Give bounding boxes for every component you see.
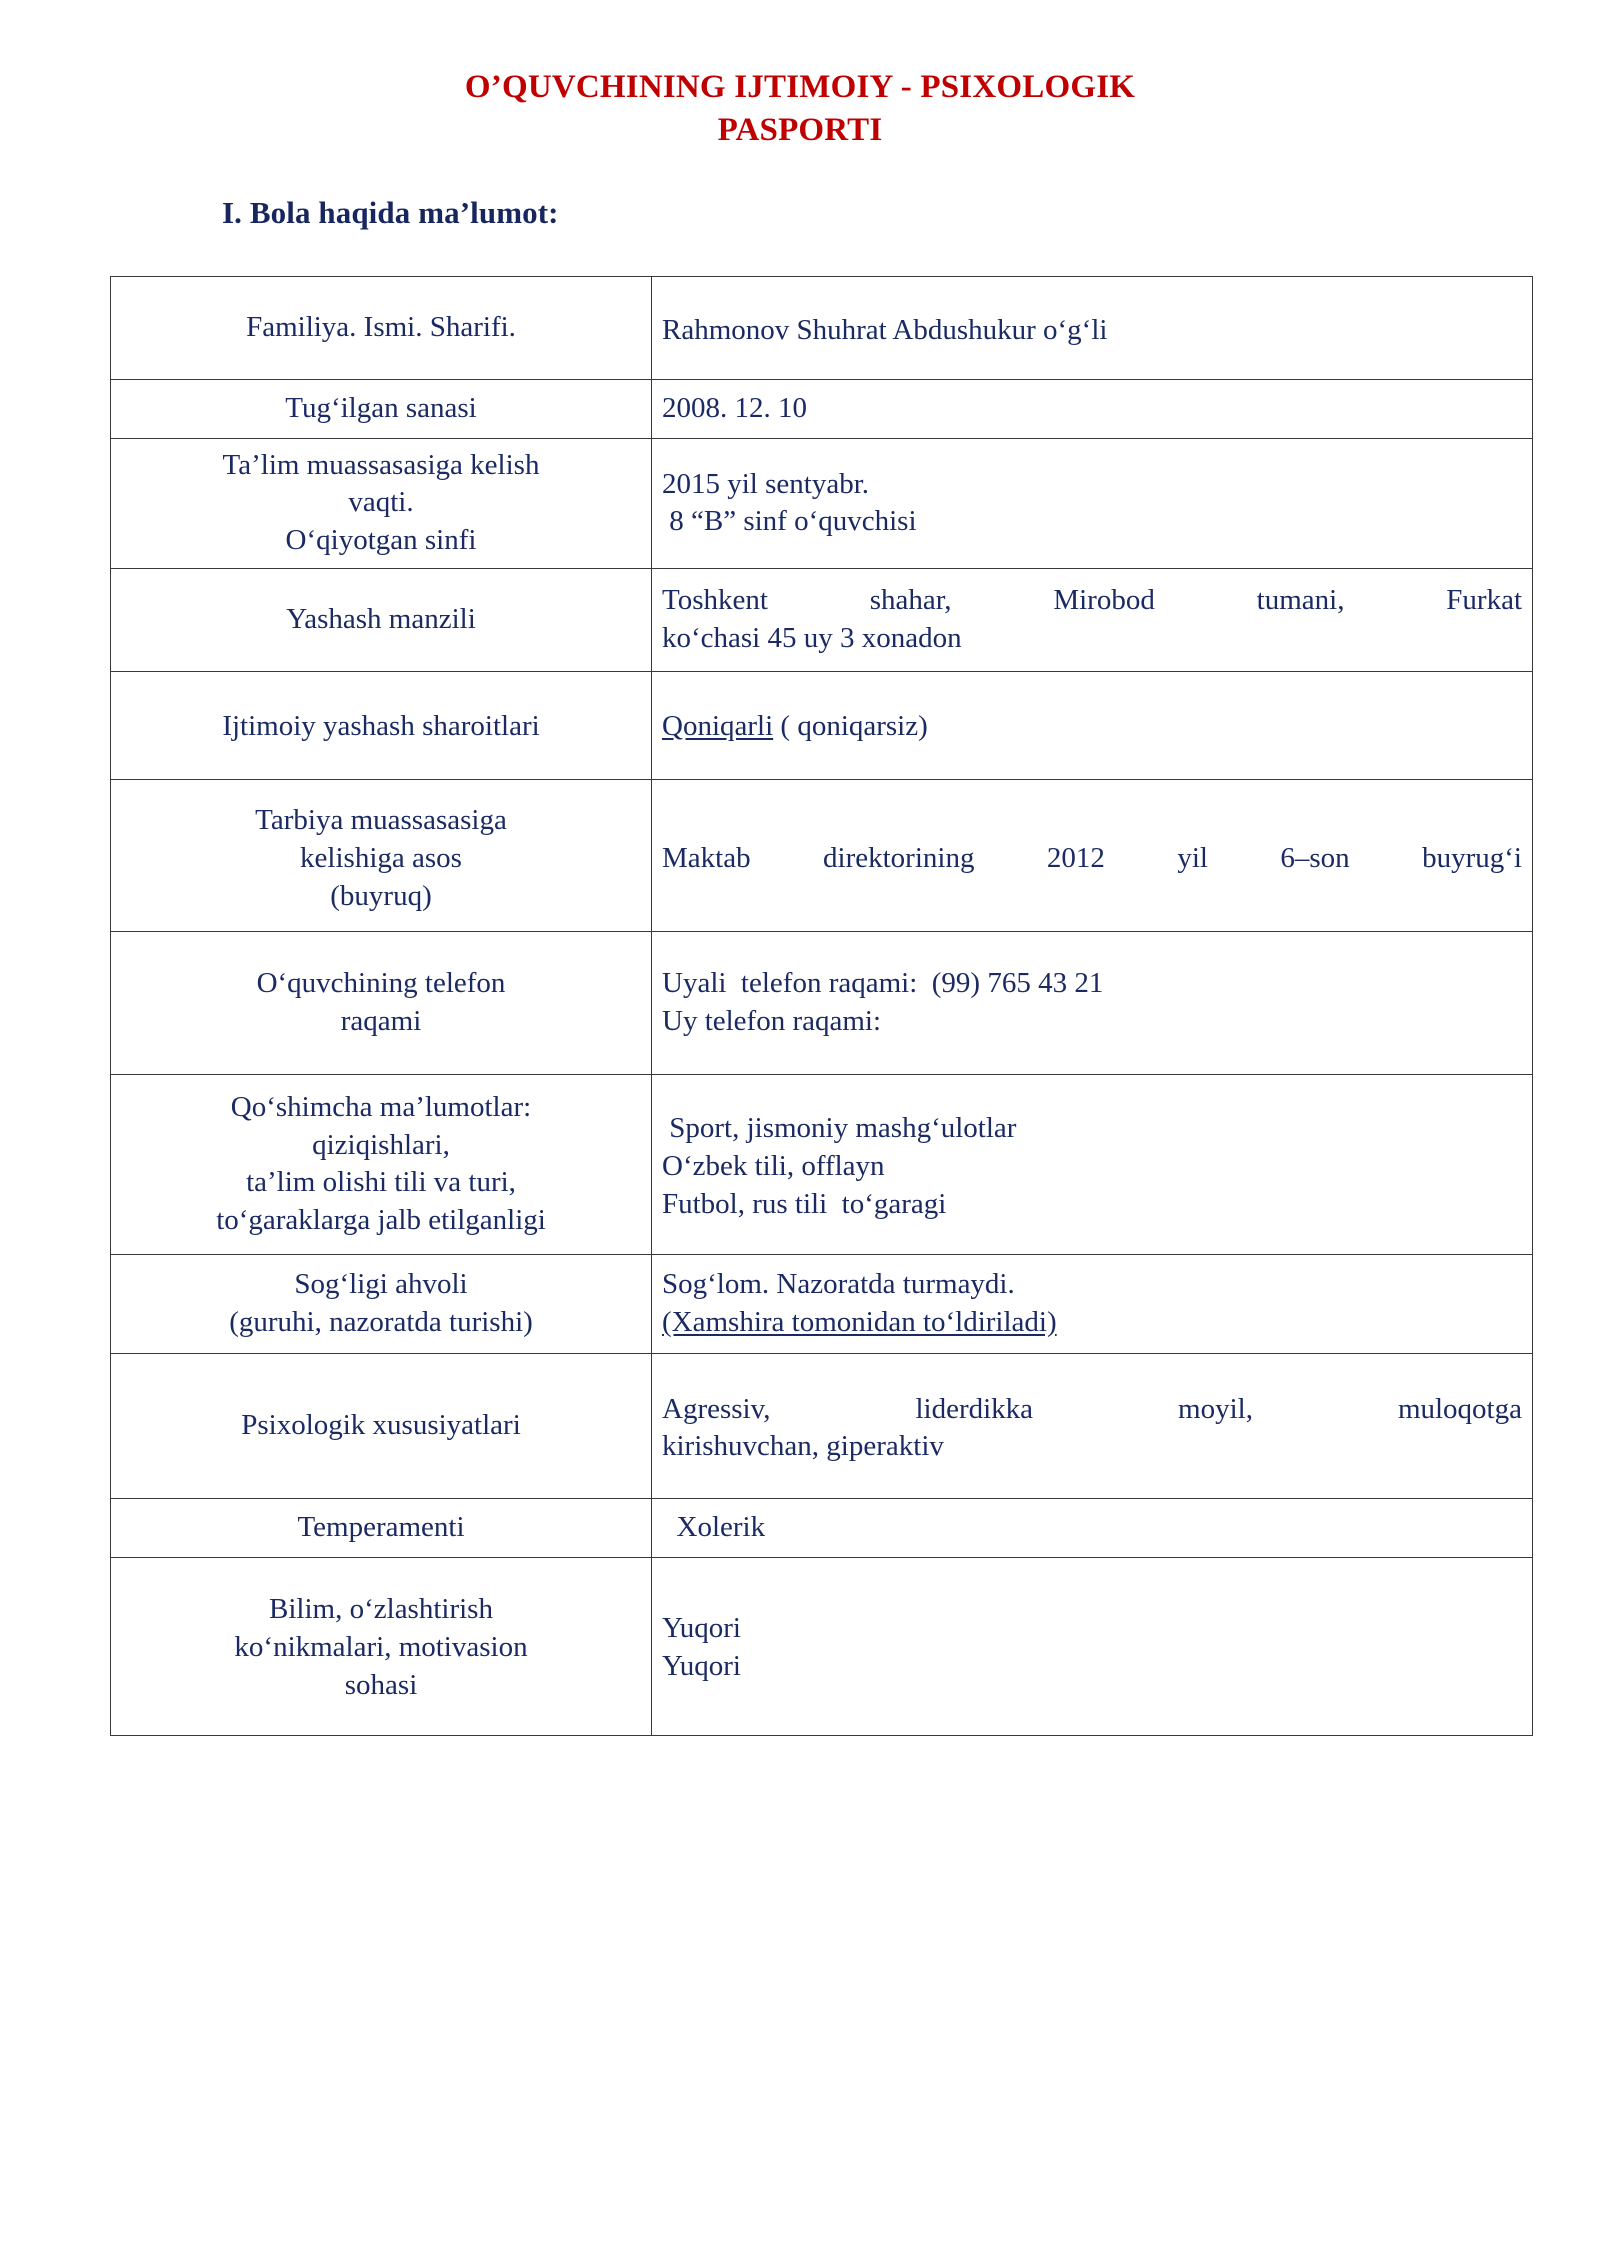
psychological-line-1: Agressiv, liderdikka moyil, muloqotga [662,1392,1522,1425]
enrollment-value-line-1: 2015 yil sentyabr. [662,467,870,500]
row-label-additional-info [111,1074,652,1254]
phone-label-line-2: raqami [340,1004,422,1037]
address-line-1: Toshkent shahar, Mirobod tumani, Furkat [662,584,1522,617]
row-label-living-conditions: Ijtimoiy yashash sharoitlari [111,671,652,779]
row-value-address [652,568,1533,671]
knowledge-label-line-3: sohasi [344,1668,418,1701]
row-value-enrollment [652,438,1533,568]
health-label-line-1: Sog‘ligi ahvoli [294,1268,468,1301]
row-value-living-conditions [652,671,1533,779]
passport-table-wrapper [0,231,1600,1736]
phone-label-line-1: O‘quvchining telefon [256,967,506,1000]
row-label-psychological: Psixologik xususiyatlari [111,1353,652,1498]
table-row [111,671,1533,779]
row-label-phone [111,931,652,1074]
row-value-birth-date [652,379,1533,438]
row-label-decree [111,779,652,931]
row-label-temperament: Temperamenti [111,1498,652,1557]
table-row [111,1498,1533,1557]
decree-label-line-1: Tarbiya muassasasiga [255,804,507,837]
title-line-2: PASPORTI [717,111,883,148]
additional-label-line-4: to‘garaklarga jalb etilganligi [216,1203,546,1236]
row-label-knowledge [111,1557,652,1735]
enrollment-label-line-3: O‘qiyotgan sinfi [285,524,477,557]
row-value-knowledge [652,1557,1533,1735]
table-row [111,568,1533,671]
knowledge-label-line-1: Bilim, o‘zlashtirish [269,1593,493,1626]
interests-value: Sport, jismoniy mashg‘ulotlar [662,1112,1017,1145]
full-name-value: Rahmonov Shuhrat Abdushukur o‘g‘li [662,314,1108,347]
table-row [111,1557,1533,1735]
health-label-line-2: (guruhi, nazoratda turishi) [229,1305,533,1338]
row-label-health [111,1254,652,1353]
page-title [0,0,1600,152]
row-value-decree [652,779,1533,931]
knowledge-value-line-2: Yuqori [662,1649,741,1682]
mobile-phone-value: Uyali telefon raqami: (99) 765 43 21 [662,967,1104,1000]
decree-value: Maktab direktorining 2012 yil 6–son buyrug‘i [662,841,1522,874]
section-heading: I. Bola haqida ma’lumot: [222,194,559,230]
row-label-address: Yashash manzili [111,568,652,671]
decree-label-line-2: kelishiga asos [300,841,462,874]
table-row [111,379,1533,438]
home-phone-value: Uy telefon raqami: [662,1004,882,1037]
temperament-value: Xolerik [662,1510,766,1543]
table-row [111,438,1533,568]
birth-date-value: 2008. 12. 10 [662,391,807,424]
row-value-additional-info [652,1074,1533,1254]
row-value-temperament [652,1498,1533,1557]
enrollment-label-line-1: Ta’lim muassasasiga kelish [222,448,540,481]
knowledge-label-line-2: ko‘nikmalari, motivasion [234,1630,528,1663]
enrollment-label-line-2: vaqti. [348,486,414,519]
title-line-1: O’QUVCHINING IJTIMOIY - PSIXOLOGIK [464,69,1136,105]
row-label-full-name: Familiya. Ismi. Sharifi. [111,276,652,379]
clubs-value: Futbol, rus tili to‘garagi [662,1187,947,1220]
table-row [111,276,1533,379]
living-conditions-alternative: ( qoniqarsiz) [773,709,928,742]
additional-label-line-3: ta’lim olishi tili va turi, [246,1166,516,1199]
decree-label-line-3: (buyruq) [330,879,432,912]
table-row [111,1254,1533,1353]
row-value-full-name [652,276,1533,379]
table-row [111,931,1533,1074]
additional-label-line-2: qiziqishlari, [312,1128,450,1161]
additional-label-line-1: Qo‘shimcha ma’lumotlar: [230,1090,532,1123]
language-value: O‘zbek tili, offlayn [662,1149,885,1182]
row-label-birth-date: Tug‘ilgan sanasi [111,379,652,438]
row-value-health [652,1254,1533,1353]
table-row [111,1353,1533,1498]
table-row [111,1074,1533,1254]
health-status-value: Sog‘lom. Nazoratda turmaydi. [662,1268,1015,1301]
living-conditions-selected: Qoniqarli [662,709,774,742]
psychological-line-2: kirishuvchan, giperaktiv [662,1430,944,1463]
row-value-psychological [652,1353,1533,1498]
address-line-2: ko‘chasi 45 uy 3 xonadon [662,621,962,654]
table-row [111,779,1533,931]
row-label-enrollment [111,438,652,568]
row-value-phone [652,931,1533,1074]
knowledge-value-line-1: Yuqori [662,1612,741,1645]
enrollment-value-line-2: 8 “B” sinf o‘quvchisi [662,505,917,538]
health-nurse-note: (Xamshira tomonidan to‘ldiriladi) [662,1305,1057,1338]
passport-table [110,276,1533,1736]
